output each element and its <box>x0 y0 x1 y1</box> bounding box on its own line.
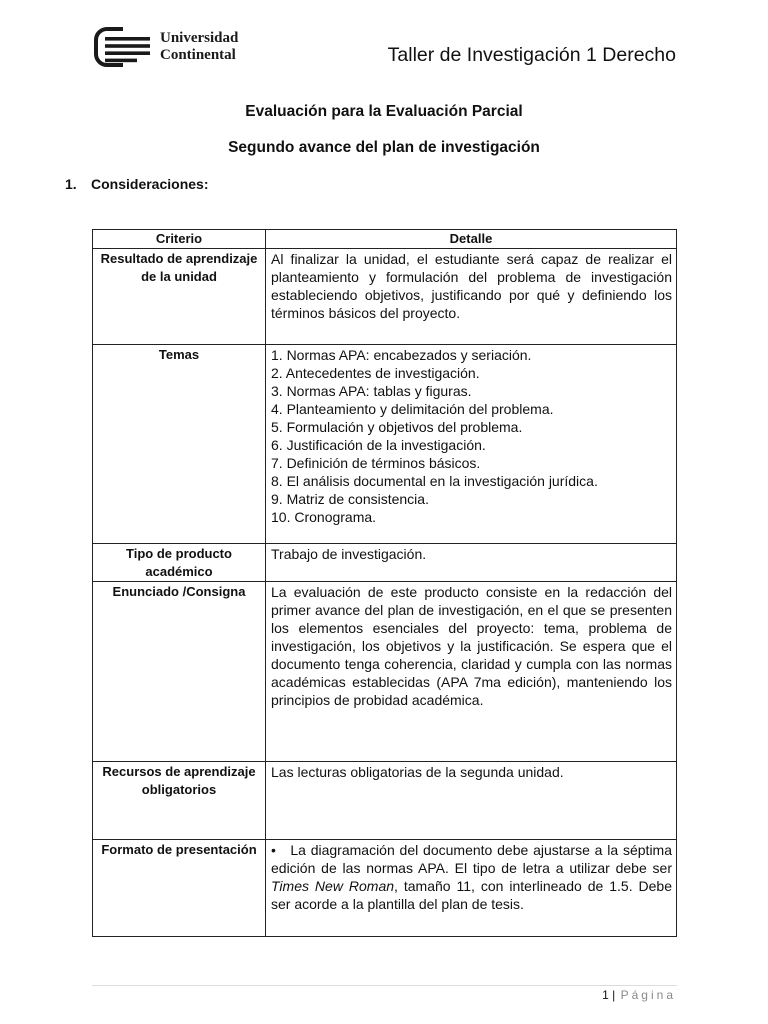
format-text-end: , tamaño 11, con interlineado de 1.5. Debe ser acorde a la plantilla del plan de tesis. <box>271 878 672 912</box>
considerations-table <box>92 229 677 937</box>
header-detalle: Detalle <box>266 230 677 249</box>
university-logo <box>93 26 238 68</box>
footer-separator: | <box>612 988 616 1002</box>
document-title: Evaluación para la Evaluación Parcial <box>245 103 523 120</box>
section-title: Consideraciones: <box>91 176 209 192</box>
page-label: Página <box>620 988 676 1002</box>
list-item: 1. Normas APA: encabezados y seriación. <box>271 347 532 363</box>
university-name-line2: Continental <box>160 47 236 63</box>
format-text-start: La diagramación del documento debe ajustarse a la séptima edición de las normas APA. El tipo de letra a utilizar debe ser <box>271 842 673 876</box>
row-label: Formato de presentación <box>93 840 266 937</box>
row-label: Recursos de aprendizaje obligatorios <box>93 762 266 840</box>
bullet-icon: • <box>271 842 276 858</box>
list-item: 9. Matriz de consistencia. <box>271 491 429 507</box>
university-logo-icon <box>93 26 150 68</box>
page-footer <box>602 988 676 1002</box>
table-row-formato <box>93 840 677 937</box>
footer-divider <box>92 985 677 986</box>
list-item: 5. Formulación y objetivos del problema. <box>271 419 523 435</box>
university-name <box>160 30 238 64</box>
table-row-temas <box>93 345 677 544</box>
row-label: Temas <box>93 345 266 544</box>
table-row-recursos <box>93 762 677 840</box>
table-row-tipo <box>93 544 677 582</box>
course-title: Taller de Investigación 1 Derecho <box>387 44 676 66</box>
row-label: Tipo de producto académico <box>93 544 266 582</box>
row-detail: Trabajo de investigación. <box>266 544 677 582</box>
list-item: 2. Antecedentes de investigación. <box>271 365 480 381</box>
section-number: 1. <box>65 176 77 192</box>
row-detail: Las lecturas obligatorias de la segunda unidad. <box>266 762 677 840</box>
row-label: Resultado de aprendizaje de la unidad <box>93 249 266 345</box>
list-item: 8. El análisis documental en la investigación jurídica. <box>271 473 598 489</box>
row-label: Enunciado /Consigna <box>93 582 266 762</box>
row-detail: La evaluación de este producto consiste en la redacción del primer avance del plan de investigación, en el que se presenten los elementos esenciales del proyecto: tema, problema de investigación, los objetivos y la justificación. Se espera que el documento tenga coherencia, claridad y cumpla con las normas académicas establecidas (APA 7ma edición), manteniendo los principios de probidad académica. <box>266 582 677 762</box>
list-item: 6. Justificación de la investigación. <box>271 437 486 453</box>
font-name: Times New Roman <box>271 878 395 894</box>
table-row-enunciado <box>93 582 677 762</box>
list-item: 3. Normas APA: tablas y figuras. <box>271 383 472 399</box>
document-subtitle: Segundo avance del plan de investigación <box>228 139 540 156</box>
row-detail <box>266 840 677 937</box>
section-heading <box>65 176 208 192</box>
row-detail: Al finalizar la unidad, el estudiante será capaz de realizar el planteamiento y formulación del problema de investigación estableciendo objetivos, justificando por qué y definiendo los términos básicos del proyecto. <box>266 249 677 345</box>
list-item: 7. Definición de términos básicos. <box>271 455 481 471</box>
list-item: 10. Cronograma. <box>271 509 377 525</box>
header-criterio: Criterio <box>93 230 266 249</box>
table-row-resultado <box>93 249 677 345</box>
list-item: 4. Planteamiento y delimitación del problema. <box>271 401 554 417</box>
university-name-line1: Universidad <box>160 30 239 46</box>
table-header-row <box>93 230 677 249</box>
topics-list <box>266 345 677 544</box>
page-number: 1 <box>602 988 609 1002</box>
